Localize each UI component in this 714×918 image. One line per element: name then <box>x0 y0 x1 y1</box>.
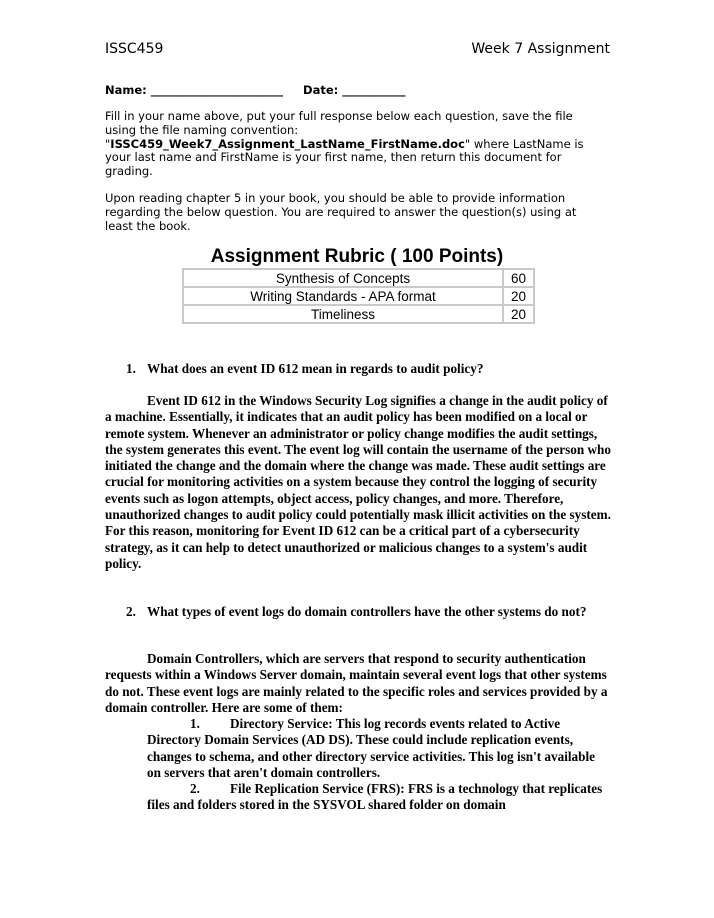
list-item-number: 2. <box>190 781 200 796</box>
header-course: ISSC459 <box>105 41 164 57</box>
header-assignment-title: Week 7 Assignment <box>471 41 610 57</box>
rubric-points: 20 <box>503 305 534 323</box>
list-item-number: 1. <box>190 716 200 731</box>
rubric-table <box>182 268 535 324</box>
table-row <box>183 287 534 305</box>
question-text: What types of event logs do domain controllers have the other systems do not? <box>147 604 587 619</box>
list-item-text: File Replication Service (FRS): FRS is a technology that replicates files and folders stored in the SYSVOL shared folder on domain <box>147 781 603 813</box>
instructions-text-end: " where LastName is your last name and FirstName is your first name, then return this document for grading. <box>105 136 584 179</box>
rubric-points: 20 <box>503 287 534 305</box>
question-2 <box>105 604 611 620</box>
rubric-criterion: Synthesis of Concepts <box>183 269 503 287</box>
instructions-text-start: Fill in your name above, put your full response below each question, save the file using the file naming convention: " <box>105 109 573 151</box>
rubric-points: 60 <box>503 269 534 287</box>
list-item <box>147 781 607 814</box>
table-row <box>183 305 534 323</box>
reading-instructions-paragraph: Upon reading chapter 5 in your book, you should be able to provide information regarding the below question. You are required to answer the question(s) using at least the book. <box>105 191 577 233</box>
list-item-text: Directory Service: This log records events related to Active Directory Domain Services (AD DS). These could include replication events, changes to schema, and other directory service activities. This log isn't available on servers that aren't domain controllers. <box>147 716 595 780</box>
question-number: 1. <box>126 361 136 376</box>
question-1 <box>105 361 611 377</box>
name-date-line: Name: _______________________ Date: ___________ <box>105 83 406 97</box>
question-text: What does an event ID 612 mean in regards to audit policy? <box>147 361 484 376</box>
table-row <box>183 269 534 287</box>
list-item <box>147 716 607 781</box>
instructions-paragraph <box>105 110 605 179</box>
answer-1-paragraph: Event ID 612 in the Windows Security Log signifies a change in the audit policy of a machine. Essentially, it indicates that an audit policy has been modified on a local or remote system. Whenever an administrator or policy change modifies the audit settings, the system generates this event. The event log will contain the username of the person who initiated the change and the domain where the change was made. These audit settings are crucial for monitoring activities on a system because they control the logging of security events such as logon attempts, object access, policy changes, and more. Therefore, unauthorized changes to audit policy could potentially mask illicit activities on the system. For this reason, monitoring for Event ID 612 can be a critical part of a cybersecurity strategy, as it can help to detect unauthorized or malicious changes to a system's audit policy. <box>105 393 611 571</box>
rubric-criterion: Writing Standards - APA format <box>183 287 503 305</box>
answer-2-paragraph: Domain Controllers, which are servers that respond to security authentication requests within a Windows Server domain, maintain several event logs that other systems do not. These event logs are mainly related to the specific roles and services provided by a domain controller. Here are some of them: <box>105 651 608 715</box>
question-number: 2. <box>126 604 136 619</box>
rubric-criterion: Timeliness <box>183 305 503 323</box>
filename-convention: ISSC459_Week7_Assignment_LastName_FirstName.doc <box>110 136 465 151</box>
rubric-title: Assignment Rubric ( 100 Points) <box>210 246 504 267</box>
